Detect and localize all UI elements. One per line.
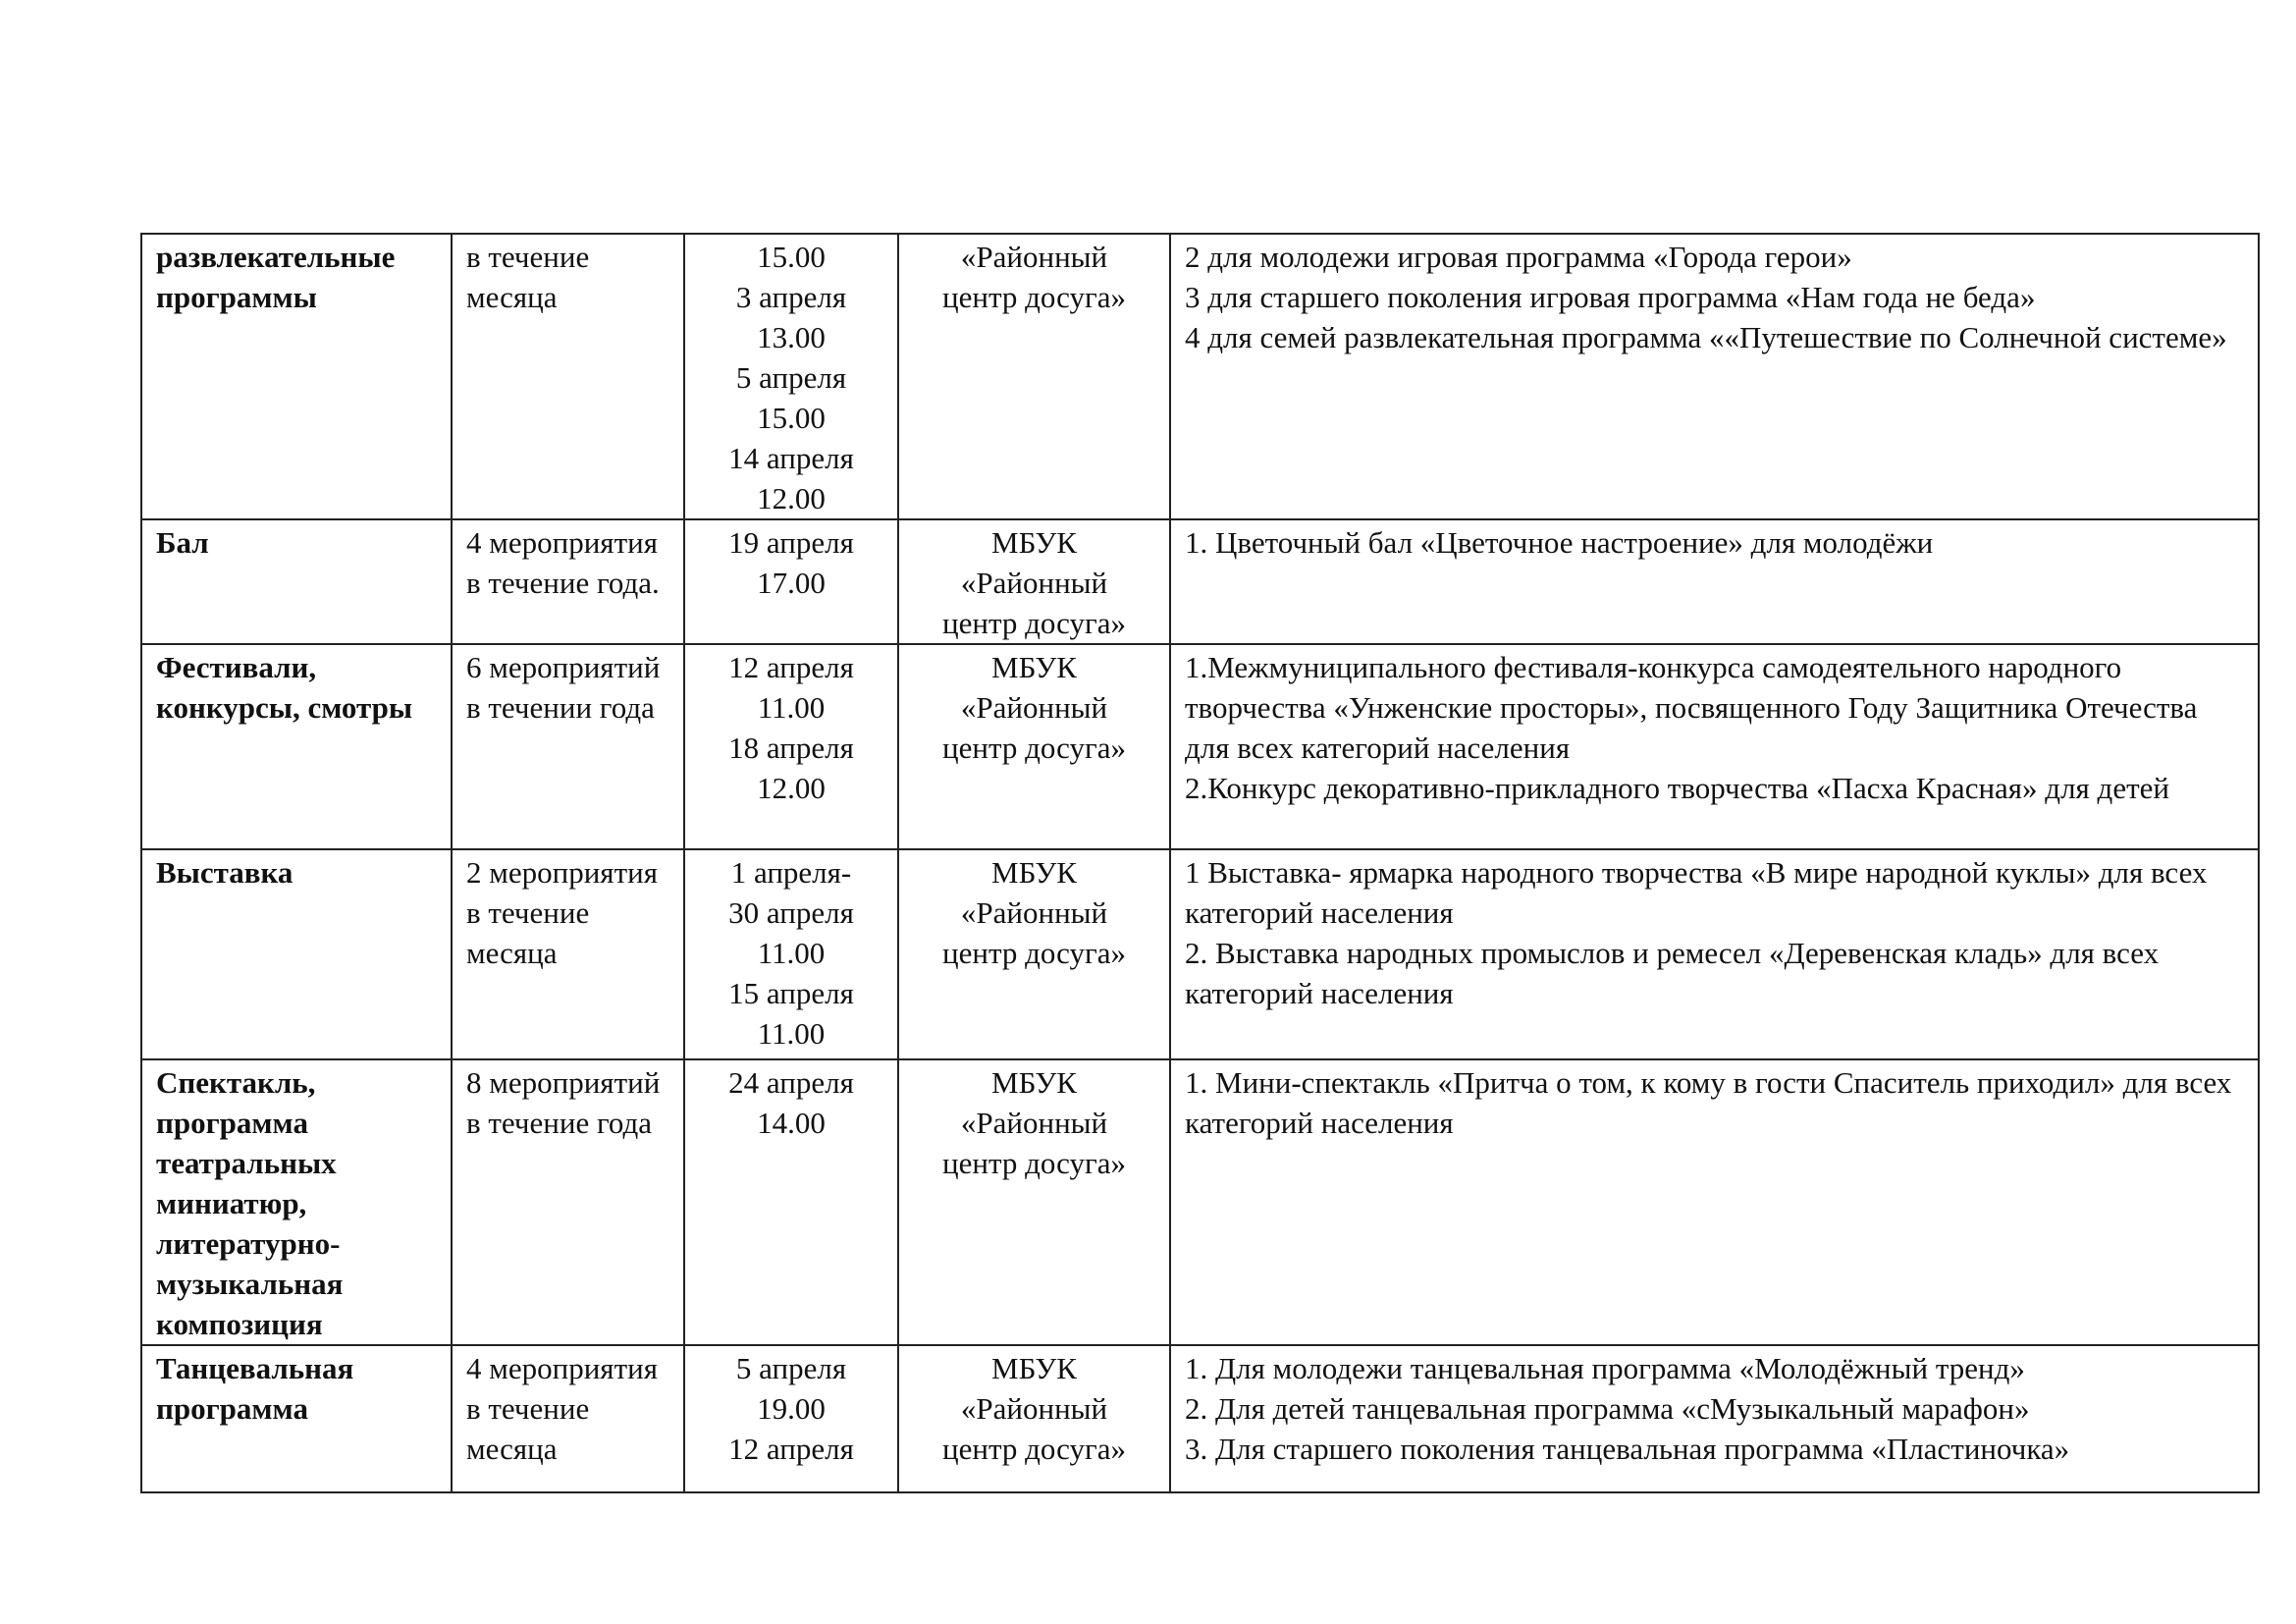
period-line: месяца: [466, 1432, 558, 1466]
venue-line: «Районный: [960, 1391, 1108, 1426]
category-line: Спектакль,: [156, 1065, 316, 1100]
date-line: 1 апреля-: [730, 855, 852, 890]
description-line: 1.Межмуниципального фестиваля-конкурса самодеятельного народного творчества «Унженские просторы», посвященного Году Защитника Отечества для всех категорий населения: [1185, 650, 2198, 765]
venue-line: «Районный: [960, 240, 1108, 274]
description-cell: [1170, 519, 2259, 644]
date-line: 13.00: [757, 320, 826, 354]
category-line: программы: [156, 280, 317, 314]
date-line: 14 апреля: [728, 441, 854, 475]
venue-line: центр досуга»: [942, 280, 1126, 314]
date-line: 12.00: [757, 481, 826, 515]
venue-cell: [898, 1059, 1170, 1345]
description-line: 1. Цветочный бал «Цветочное настроение» для молодёжи: [1185, 525, 1934, 560]
category-cell: [141, 1059, 452, 1345]
date-cell: [684, 1345, 898, 1492]
table-row: [141, 849, 2259, 1059]
description-line: 2. Выставка народных промыслов и ремесел «Деревенская кладь» для всех категорий населения: [1185, 936, 2160, 1010]
date-line: 12.00: [757, 771, 826, 805]
date-line: 17.00: [757, 566, 826, 600]
description-line: 4 для семей развлекательная программа ««Путешествие по Солнечной системе»: [1185, 320, 2227, 354]
category-cell: [141, 1345, 452, 1492]
date-line: 24 апреля: [728, 1065, 854, 1100]
venue-line: МБУК: [991, 525, 1077, 560]
description-line: 1 Выставка- ярмарка народного творчества «В мире народной куклы» для всех категорий населения: [1185, 855, 2208, 930]
description-cell: [1170, 644, 2259, 849]
description-cell: [1170, 1345, 2259, 1492]
category-line: Фестивали,: [156, 650, 317, 684]
venue-line: МБУК: [991, 1351, 1077, 1385]
date-line: 15.00: [757, 240, 826, 274]
venue-cell: [898, 644, 1170, 849]
date-cell: [684, 1059, 898, 1345]
date-line: 5 апреля: [735, 1351, 847, 1385]
period-line: в течение: [466, 240, 590, 274]
category-line: музыкальная: [156, 1267, 344, 1301]
period-line: 4 мероприятия: [466, 525, 658, 560]
table-row: [141, 1345, 2259, 1492]
period-line: в течение: [466, 1391, 590, 1426]
period-line: 6 мероприятий: [466, 650, 661, 684]
period-line: 4 мероприятия: [466, 1351, 658, 1385]
venue-line: центр досуга»: [942, 1432, 1126, 1466]
venue-line: центр досуга»: [942, 936, 1126, 970]
period-line: 8 мероприятий: [466, 1065, 661, 1100]
events-table: [140, 233, 2260, 1493]
venue-line: центр досуга»: [942, 606, 1126, 640]
venue-line: «Районный: [960, 895, 1108, 930]
venue-line: центр досуга»: [942, 1146, 1126, 1180]
venue-line: МБУК: [991, 855, 1077, 890]
category-cell: [141, 849, 452, 1059]
description-line: 2 для молодежи игровая программа «Города герои»: [1185, 240, 1852, 274]
date-line: 30 апреля: [728, 895, 854, 930]
description-cell: [1170, 1059, 2259, 1345]
date-line: 5 апреля: [735, 360, 847, 395]
description-line: 1. Для молодежи танцевальная программа «Молодёжный тренд»: [1185, 1351, 2025, 1385]
description-line: 3 для старшего поколения игровая программа «Нам года не беда»: [1185, 280, 2036, 314]
period-line: 2 мероприятия: [466, 855, 658, 890]
date-line: 11.00: [757, 1016, 826, 1051]
category-line: литературно-: [156, 1226, 341, 1261]
date-line: 14.00: [757, 1106, 826, 1140]
period-line: месяца: [466, 936, 558, 970]
venue-cell: [898, 849, 1170, 1059]
period-cell: [452, 644, 684, 849]
category-line: композиция: [156, 1307, 323, 1341]
venue-cell: [898, 1345, 1170, 1492]
category-line: миниатюр,: [156, 1186, 307, 1220]
description-cell: [1170, 234, 2259, 519]
table-row: [141, 234, 2259, 519]
category-line: театральных: [156, 1146, 337, 1180]
description-line: 2. Для детей танцевальная программа «сМузыкальный марафон»: [1185, 1391, 2030, 1426]
date-line: 12 апреля: [728, 1432, 854, 1466]
period-line: месяца: [466, 280, 558, 314]
date-line: 11.00: [757, 690, 826, 725]
category-cell: [141, 644, 452, 849]
events-table-body: [141, 234, 2259, 1492]
table-row: [141, 644, 2259, 849]
venue-line: «Районный: [960, 690, 1108, 725]
date-cell: [684, 849, 898, 1059]
period-line: в течение: [466, 895, 590, 930]
date-line: 19.00: [757, 1391, 826, 1426]
description-line: 1. Мини-спектакль «Притча о том, к кому в гости Спаситель приходил» для всех категорий населения: [1185, 1065, 2232, 1140]
venue-cell: [898, 519, 1170, 644]
period-cell: [452, 519, 684, 644]
category-line: Бал: [156, 525, 209, 560]
date-line: 11.00: [757, 936, 826, 970]
description-line: 2.Конкурс декоративно-прикладного творчества «Пасха Красная» для детей: [1185, 771, 2169, 805]
date-line: 18 апреля: [728, 731, 854, 765]
table-row: [141, 519, 2259, 644]
period-cell: [452, 234, 684, 519]
date-cell: [684, 234, 898, 519]
category-cell: [141, 234, 452, 519]
table-row: [141, 1059, 2259, 1345]
period-cell: [452, 1345, 684, 1492]
period-cell: [452, 849, 684, 1059]
date-cell: [684, 644, 898, 849]
venue-line: МБУК: [991, 650, 1077, 684]
category-line: программа: [156, 1106, 308, 1140]
category-line: Танцевальная: [156, 1351, 354, 1385]
period-cell: [452, 1059, 684, 1345]
venue-line: МБУК: [991, 1065, 1077, 1100]
description-line: 3. Для старшего поколения танцевальная программа «Пластиночка»: [1185, 1432, 2070, 1466]
category-line: конкурсы, смотры: [156, 690, 413, 725]
date-line: 15 апреля: [728, 976, 854, 1010]
period-line: в течение года.: [466, 566, 660, 600]
date-line: 15.00: [757, 401, 826, 435]
description-cell: [1170, 849, 2259, 1059]
date-line: 3 апреля: [735, 280, 847, 314]
venue-line: центр досуга»: [942, 731, 1126, 765]
date-cell: [684, 519, 898, 644]
period-line: в течении года: [466, 690, 655, 725]
category-cell: [141, 519, 452, 644]
venue-cell: [898, 234, 1170, 519]
date-line: 19 апреля: [728, 525, 854, 560]
category-line: программа: [156, 1391, 308, 1426]
category-line: развлекательные: [156, 240, 396, 274]
venue-line: «Районный: [960, 1106, 1108, 1140]
venue-line: «Районный: [960, 566, 1108, 600]
category-line: Выставка: [156, 855, 294, 890]
date-line: 12 апреля: [728, 650, 854, 684]
period-line: в течение года: [466, 1106, 653, 1140]
